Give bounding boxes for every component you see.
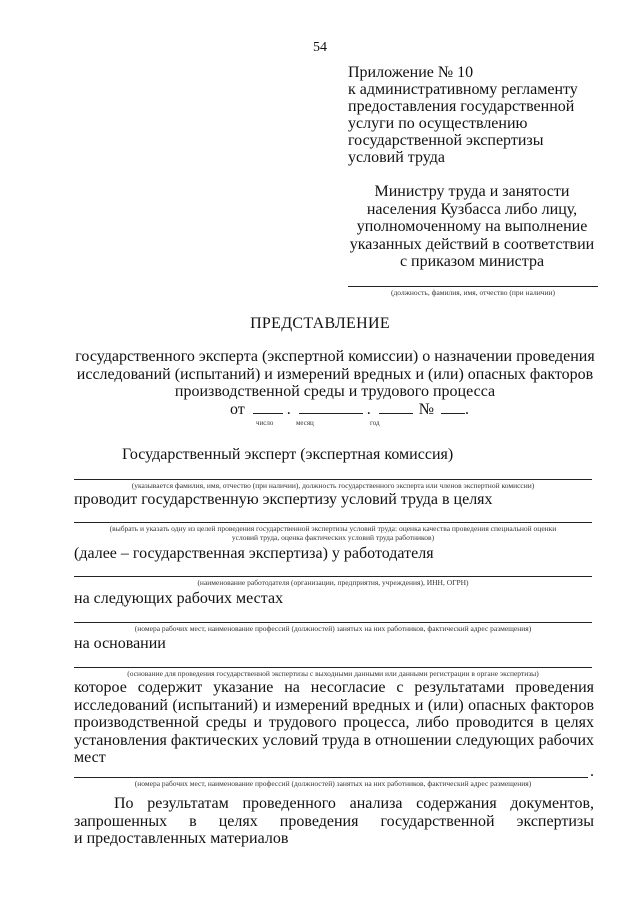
page-number: 54 <box>313 40 327 55</box>
expert-fill-line <box>74 479 592 480</box>
addressee-fill-line <box>348 286 598 287</box>
workplaces-fill-line <box>74 622 592 623</box>
date-row-end: . <box>465 401 470 418</box>
disagreement-paragraph <box>74 679 594 767</box>
basis-caption: (основание для проведения государственной экспертизы с выходными данными или данными регистрации в органе экспертизы) <box>127 669 539 678</box>
appendix-line: Приложение № 10 <box>348 64 474 81</box>
date-prefix: от <box>230 401 245 418</box>
date-row: от . . № . <box>230 401 470 418</box>
addressee-line: Министру труда и занятости <box>374 183 570 200</box>
subtitle-line: государственного эксперта (экспертной комиссии) о назначении проведения <box>75 348 595 365</box>
document-title: ПРЕДСТАВЛЕНИЕ <box>250 315 390 332</box>
month-field[interactable] <box>299 401 363 414</box>
results-paragraph <box>74 795 594 848</box>
line-end-dot: . <box>590 763 594 780</box>
addressee-line: уполномоченному на выполнение <box>356 218 588 235</box>
purpose-caption-line: условий труда, оценка фактических условий труда работников) <box>231 533 435 542</box>
basis-text: на основании <box>74 635 166 652</box>
addressee-line: населения Кузбасса либо лицу, <box>366 200 578 218</box>
caption-day: число <box>256 419 274 427</box>
appendix-line: услуги по осуществлению <box>348 115 528 132</box>
workplaces-fill-line-2 <box>74 777 588 778</box>
workplaces-caption-2: (номера рабочих мест, наименование профессий (должностей) занятых на них работников, фактический адрес размещения) <box>134 779 532 788</box>
employer-text: (далее – государственная экспертиза) у работодателя <box>74 545 434 562</box>
addressee-block <box>340 183 604 271</box>
addressee-line: указанных действий в соответствии <box>349 235 595 253</box>
number-field[interactable] <box>441 401 465 414</box>
conducts-text: проводит государственную экспертизу условий труда в целях <box>74 491 493 508</box>
addressee-line: с приказом министра <box>399 253 545 270</box>
paragraph-line: мест <box>74 749 106 766</box>
appendix-line: к административному регламенту <box>348 81 578 98</box>
expert-caption: (указывается фамилия, имя, отчество (при наличии), должность государственного эксперта или членов экспертной комиссии) <box>131 481 535 490</box>
employer-fill-line <box>74 576 592 577</box>
number-sign: № <box>418 401 435 418</box>
basis-fill-line <box>74 667 592 668</box>
workplaces-caption: (номера рабочих мест, наименование профессий (должностей) занятых на них работников, фактический адрес размещения) <box>134 624 532 633</box>
paragraph-line: установления фактических условий труда в отношении следующих рабочих <box>74 731 594 749</box>
appendix-line: предоставления государственной <box>348 98 575 115</box>
results-line: запрошенных в целях проведения государственной экспертизы <box>74 812 594 830</box>
appendix-line: условий труда <box>348 149 445 166</box>
caption-year: год <box>370 419 380 427</box>
paragraph-line: исследований (испытаний) и измерений вредных и (или) опасных факторов <box>74 696 594 714</box>
results-line: По результатам проведенного анализа содержания документов, <box>114 795 594 812</box>
subtitle-line: исследований (испытаний) и измерений вредных и (или) опасных факторов <box>76 365 594 383</box>
paragraph-line: которое содержит указание на несогласие с результатами проведения <box>74 679 594 696</box>
caption-month: месяц <box>296 419 314 427</box>
subtitle-line: производственной среды и трудового процесса <box>174 383 496 400</box>
document-subtitle <box>70 348 600 401</box>
paragraph-line: производственной среды и трудового процесса, либо проводится в целях <box>74 714 594 731</box>
appendix-line: государственной экспертизы <box>348 132 544 149</box>
day-field[interactable] <box>253 401 283 414</box>
addressee-caption: (должность, фамилия, имя, отчество (при наличии) <box>390 288 556 297</box>
year-field[interactable] <box>379 401 413 414</box>
employer-caption: (наименование работодателя (организации, предприятия, учреждения), ИНН, ОГРН) <box>197 578 469 587</box>
appendix-header <box>348 64 608 166</box>
results-line: и предоставленных материалов <box>74 830 289 847</box>
purpose-caption <box>74 524 592 542</box>
purpose-fill-line <box>74 522 592 523</box>
purpose-caption-line: (выбрать и указать одну из целей проведения государственной экспертизы условий труда: оценка качества проведения специальной оценки <box>109 524 557 533</box>
expert-heading: Государственный эксперт (экспертная комиссия) <box>122 446 454 463</box>
workplaces-text: на следующих рабочих местах <box>74 590 284 607</box>
